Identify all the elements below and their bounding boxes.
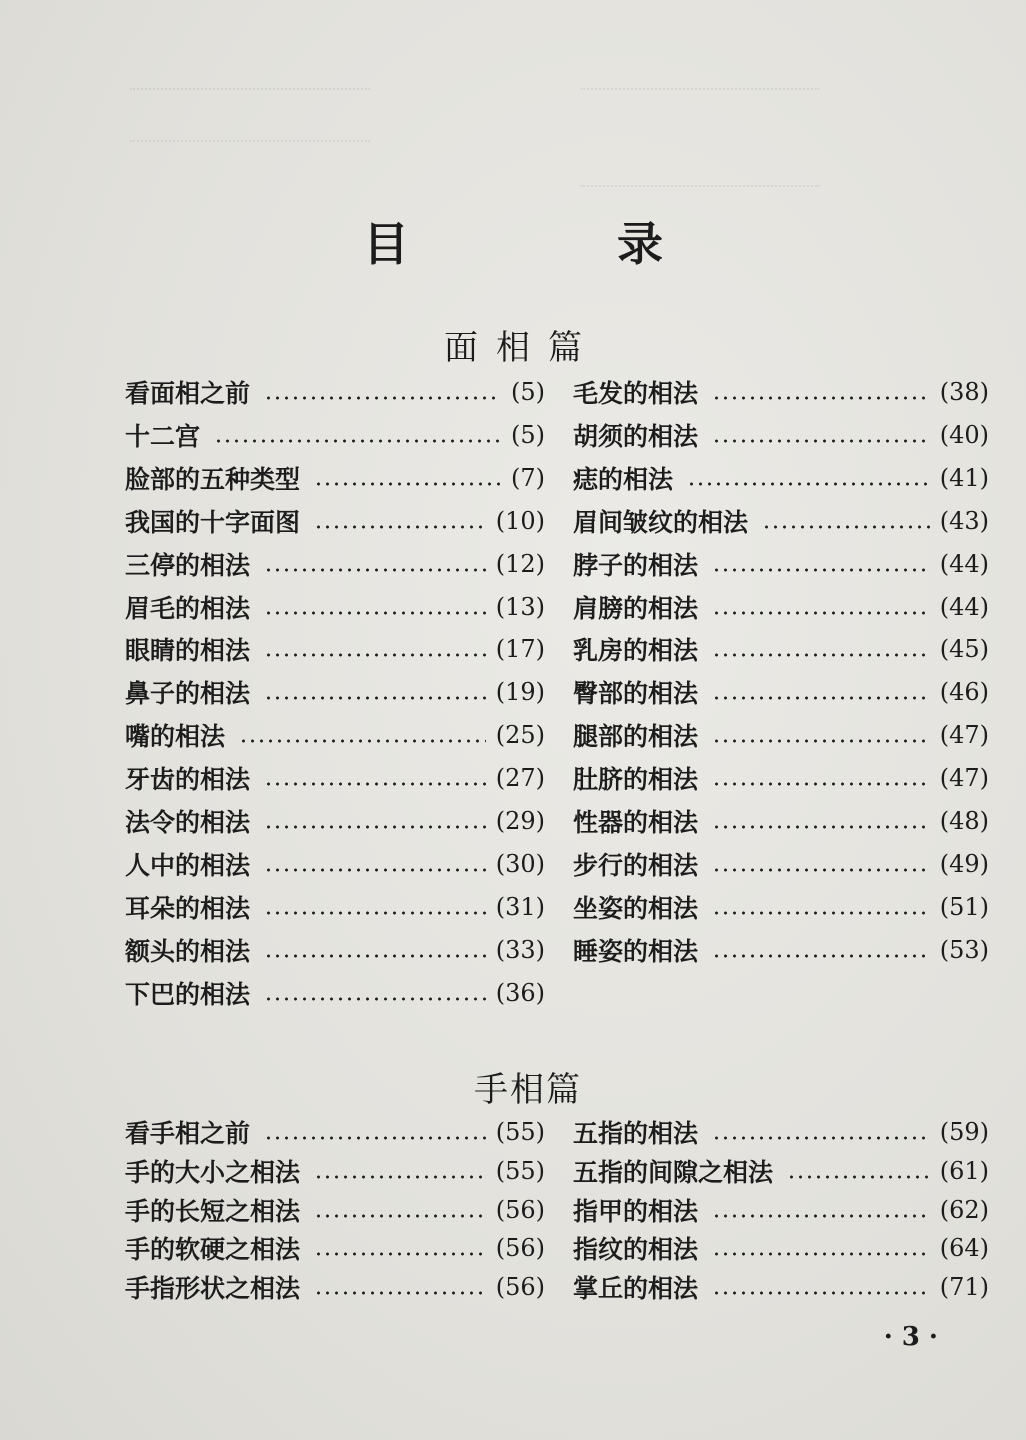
dot-leader <box>712 696 930 700</box>
toc-entry-title: 手的软硬之相法 <box>125 1235 301 1265</box>
toc-entry-page: (47) <box>939 721 989 750</box>
toc-entry <box>125 1190 545 1230</box>
dot-leader <box>264 653 486 657</box>
toc-entry-title: 十二宫 <box>125 421 201 451</box>
dot-leader <box>264 782 486 786</box>
dot-leader <box>264 696 486 700</box>
toc-entry-page: (48) <box>939 807 989 835</box>
toc-entry-title: 五指的间隙之相法 <box>573 1157 774 1187</box>
dot-leader <box>264 911 486 915</box>
toc-entry <box>573 715 989 755</box>
toc-entry <box>125 887 545 927</box>
toc-entry-page: (53) <box>939 935 989 964</box>
toc-entry-title: 肩膀的相法 <box>573 593 699 623</box>
toc-entry <box>125 1228 545 1268</box>
section-title-face: 面相篇 <box>444 328 600 368</box>
toc-entry-page: (44) <box>939 549 989 578</box>
toc-entry <box>573 1190 989 1230</box>
toc-entry-title: 嘴的相法 <box>125 722 226 752</box>
toc-entry-title: 毛发的相法 <box>573 379 699 408</box>
toc-entry-title: 脸部的五种类型 <box>125 464 301 494</box>
toc-entry-page: (40) <box>939 420 989 449</box>
toc-entry-page: (46) <box>939 678 989 707</box>
toc-entry-title: 脖子的相法 <box>573 550 699 580</box>
dot-leader <box>712 1136 930 1140</box>
toc-entry-title: 看面相之前 <box>125 379 251 408</box>
show-through-mark <box>130 88 370 93</box>
toc-entry-title: 臀部的相法 <box>573 679 699 709</box>
toc-entry-title: 指纹的相法 <box>573 1235 699 1265</box>
toc-entry-title: 三停的相法 <box>125 550 251 580</box>
section-title-hand: 手相篇 <box>474 1070 582 1110</box>
dot-leader <box>712 782 930 786</box>
toc-entry <box>125 973 545 1013</box>
dot-leader <box>687 482 930 486</box>
toc-entry <box>573 544 989 584</box>
dot-leader <box>264 396 501 400</box>
dot-leader <box>712 1214 930 1218</box>
toc-entry <box>125 672 545 712</box>
toc-entry-title: 看手相之前 <box>125 1119 251 1148</box>
face-toc-right-column <box>573 372 989 972</box>
dot-leader <box>314 1175 486 1179</box>
dot-leader <box>712 825 930 829</box>
toc-entry-title: 牙齿的相法 <box>125 765 251 795</box>
toc-entry <box>573 1151 989 1191</box>
toc-entry-page: (62) <box>939 1195 989 1224</box>
toc-entry-page: (44) <box>939 592 989 621</box>
dot-leader <box>712 439 930 443</box>
dot-leader <box>264 997 486 1001</box>
toc-entry <box>125 758 545 798</box>
toc-entry-page: (47) <box>939 764 989 793</box>
toc-entry-page: (55) <box>495 1156 545 1185</box>
toc-entry-title: 下巴的相法 <box>125 979 251 1009</box>
toc-entry-title: 我国的十字面图 <box>125 507 301 537</box>
toc-entry-page: (10) <box>495 506 545 535</box>
dot-leader <box>264 611 486 615</box>
dot-leader <box>264 1136 486 1140</box>
dot-leader <box>314 1214 486 1218</box>
toc-entry <box>125 415 545 455</box>
toc-entry <box>125 587 545 627</box>
toc-entry-page: (30) <box>495 849 545 878</box>
toc-entry-title: 眉毛的相法 <box>125 593 251 623</box>
toc-entry <box>125 715 545 755</box>
toc-entry-page: (56) <box>495 1273 545 1302</box>
toc-entry <box>125 1112 545 1152</box>
toc-entry-title: 五指的相法 <box>573 1119 699 1148</box>
dot-leader <box>712 1291 930 1295</box>
toc-entry <box>573 629 989 669</box>
toc-entry <box>573 1267 989 1307</box>
page-number: · 3 · <box>883 1322 938 1352</box>
dot-leader <box>712 954 930 958</box>
dot-leader <box>712 1252 930 1256</box>
dot-leader <box>239 739 486 743</box>
toc-entry <box>125 844 545 884</box>
toc-entry-title: 眼睛的相法 <box>125 636 251 666</box>
toc-entry-page: (7) <box>511 463 545 492</box>
toc-entry <box>573 930 989 970</box>
toc-entry-title: 性器的相法 <box>573 808 699 837</box>
toc-entry-title: 手指形状之相法 <box>125 1274 301 1304</box>
hand-toc-right-column <box>573 1112 989 1312</box>
toc-entry-page: (43) <box>939 506 989 535</box>
toc-entry <box>573 587 989 627</box>
toc-entry-page: (51) <box>939 892 989 921</box>
toc-entry-page: (5) <box>511 378 545 406</box>
dot-leader <box>712 568 930 572</box>
toc-entry-page: (27) <box>495 764 545 793</box>
toc-entry <box>573 1112 989 1152</box>
dot-leader <box>264 954 486 958</box>
toc-entry <box>573 501 989 541</box>
toc-entry-page: (29) <box>495 807 545 835</box>
dot-leader <box>264 868 486 872</box>
toc-entry-page: (55) <box>495 1118 545 1146</box>
toc-entry <box>573 372 989 412</box>
dot-leader <box>712 396 930 400</box>
dot-leader <box>712 868 930 872</box>
toc-entry <box>125 1151 545 1191</box>
toc-entry <box>573 415 989 455</box>
show-through-mark <box>580 88 820 93</box>
toc-entry-title: 人中的相法 <box>125 850 251 880</box>
toc-entry-title: 掌丘的相法 <box>573 1274 699 1304</box>
toc-entry-page: (56) <box>495 1234 545 1263</box>
dot-leader <box>787 1175 930 1179</box>
toc-entry <box>125 501 545 541</box>
toc-entry-page: (45) <box>939 635 989 664</box>
toc-entry <box>125 544 545 584</box>
toc-entry-title: 乳房的相法 <box>573 636 699 666</box>
toc-entry-page: (41) <box>939 463 989 492</box>
toc-entry-page: (61) <box>939 1156 989 1185</box>
toc-entry-title: 耳朵的相法 <box>125 893 251 923</box>
toc-entry-page: (31) <box>495 892 545 921</box>
toc-entry-title: 额头的相法 <box>125 936 251 966</box>
toc-entry-page: (17) <box>495 635 545 664</box>
dot-leader <box>712 739 930 743</box>
toc-entry-title: 胡须的相法 <box>573 421 699 451</box>
toc-entry-title: 肚脐的相法 <box>573 765 699 795</box>
toc-entry-page: (19) <box>495 678 545 707</box>
toc-entry-title: 手的大小之相法 <box>125 1157 301 1187</box>
toc-entry-page: (49) <box>939 849 989 878</box>
toc-entry-page: (12) <box>495 549 545 578</box>
toc-entry-page: (36) <box>495 978 545 1007</box>
toc-entry-title: 睡姿的相法 <box>573 936 699 966</box>
toc-entry <box>125 801 545 841</box>
toc-entry-title: 坐姿的相法 <box>573 893 699 923</box>
toc-entry <box>125 629 545 669</box>
toc-entry-page: (5) <box>511 420 545 449</box>
toc-entry <box>573 1228 989 1268</box>
toc-entry-page: (59) <box>939 1118 989 1146</box>
toc-entry-page: (13) <box>495 592 545 621</box>
toc-entry <box>573 844 989 884</box>
dot-leader <box>712 653 930 657</box>
toc-entry-page: (71) <box>939 1273 989 1302</box>
face-toc-left-column <box>125 372 545 1012</box>
toc-entry-title: 痣的相法 <box>573 464 674 494</box>
toc-entry <box>125 930 545 970</box>
toc-entry-title: 步行的相法 <box>573 850 699 880</box>
toc-entry <box>573 458 989 498</box>
toc-entry-title: 腿部的相法 <box>573 722 699 752</box>
dot-leader <box>314 482 501 486</box>
toc-entry-page: (56) <box>495 1195 545 1224</box>
toc-title: 目 录 <box>362 217 759 271</box>
dot-leader <box>314 1252 486 1256</box>
toc-entry-title: 手的长短之相法 <box>125 1196 301 1226</box>
toc-entry-page: (33) <box>495 935 545 964</box>
toc-entry-page: (38) <box>939 378 989 406</box>
toc-entry-page: (25) <box>495 721 545 750</box>
show-through-mark <box>580 185 820 190</box>
toc-entry <box>573 758 989 798</box>
dot-leader <box>214 439 501 443</box>
toc-entry-title: 法令的相法 <box>125 808 251 837</box>
toc-entry <box>573 887 989 927</box>
toc-entry <box>125 458 545 498</box>
toc-entry-title: 鼻子的相法 <box>125 679 251 709</box>
dot-leader <box>314 1291 486 1295</box>
dot-leader <box>712 611 930 615</box>
dot-leader <box>264 825 486 829</box>
toc-entry <box>573 801 989 841</box>
dot-leader <box>314 525 486 529</box>
toc-entry <box>125 372 545 412</box>
toc-entry-title: 眉间皱纹的相法 <box>573 507 749 537</box>
toc-entry-page: (64) <box>939 1234 989 1263</box>
toc-entry-title: 指甲的相法 <box>573 1196 699 1226</box>
dot-leader <box>264 568 486 572</box>
show-through-mark <box>130 140 370 145</box>
hand-toc-left-column <box>125 1112 545 1312</box>
toc-entry <box>573 672 989 712</box>
toc-entry <box>125 1267 545 1307</box>
dot-leader <box>762 525 930 529</box>
dot-leader <box>712 911 930 915</box>
